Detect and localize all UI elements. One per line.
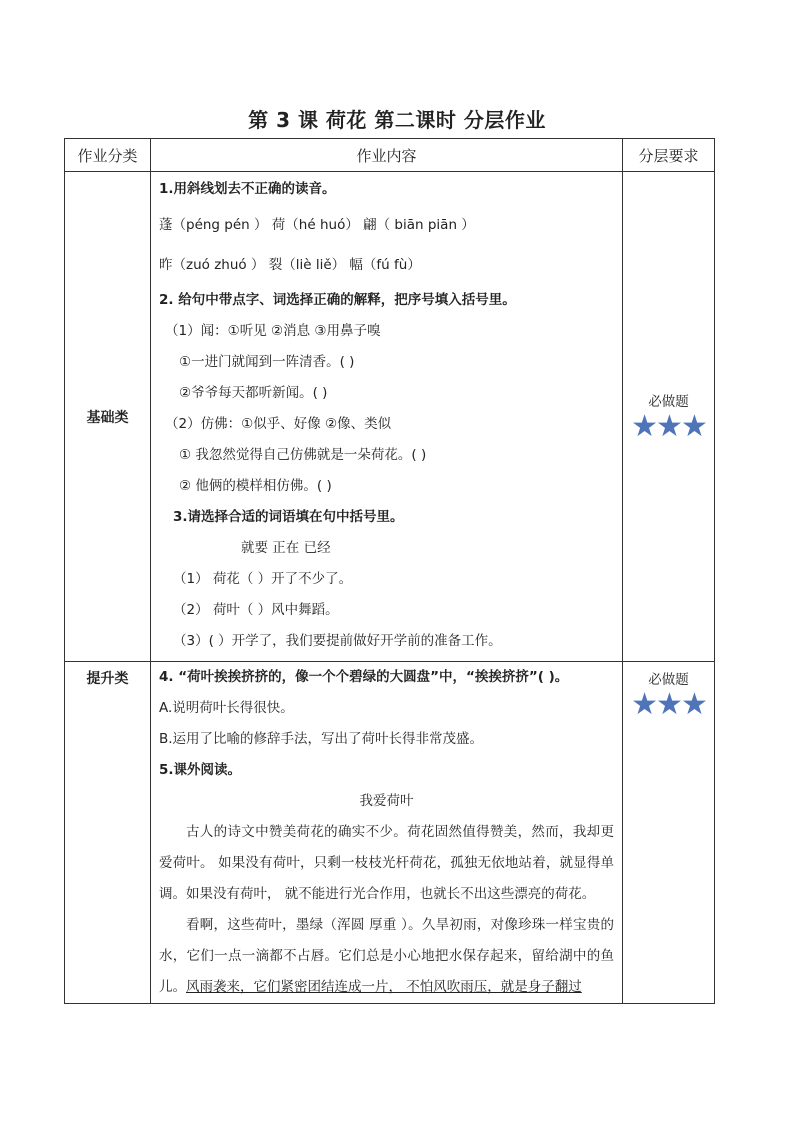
q2-title: 2. 给句中带点字、词选择正确的解释，把序号填入括号里。 <box>159 292 516 308</box>
q3-words: 就要 正在 已经 <box>241 540 331 556</box>
q2-sub2a: ① 我忽然觉得自己仿佛就是一朵荷花。( ) <box>179 447 427 463</box>
header-category: 作业分类 <box>65 139 151 172</box>
advanced-requirement-label: 必做题 <box>648 672 689 688</box>
basic-category: 基础类 <box>65 172 151 662</box>
header-content: 作业内容 <box>151 139 623 172</box>
q2-sub2: （2）仿佛：①似乎、好像 ②像、类似 <box>165 416 392 432</box>
advanced-category: 提升类 <box>65 662 151 1004</box>
page-title: 第 3 课 荷花 第二课时 分层作业 <box>248 108 546 132</box>
q2-sub1a: ①一进门就闻到一阵清香。( ) <box>179 354 355 370</box>
q2-sub2b: ② 他俩的模样相仿佛。( ) <box>179 478 332 494</box>
q3-s2: （2） 荷叶（ ）风中舞蹈。 <box>173 602 339 618</box>
q1-title: 1.用斜线划去不正确的读音。 <box>159 181 336 197</box>
q3-title: 3.请选择合适的词语填在句中括号里。 <box>173 509 404 525</box>
advanced-content <box>151 662 623 1004</box>
q2-sub1b: ②爷爷每天都听新闻。( ) <box>179 385 328 401</box>
article-paragraph-2 <box>159 910 614 1003</box>
q5-title: 5.课外阅读。 <box>159 762 242 778</box>
q4-title: 4. “荷叶挨挨挤挤的，像一个个碧绿的大圆盘”中，“挨挨挤挤”( )。 <box>159 669 569 685</box>
q1-row1: 蓬（péng pén ） 荷（hé huó） 翩（ biān piān ） <box>159 217 475 233</box>
article-title: 我爱荷叶 <box>359 793 414 809</box>
q4-option-a: A.说明荷叶长得很快。 <box>159 700 294 716</box>
advanced-requirement <box>623 662 715 1004</box>
basic-content <box>151 172 623 662</box>
star-rating-icon: ★★★ <box>631 408 706 444</box>
q2-sub1: （1）闻：①听见 ②消息 ③用鼻子嗅 <box>165 323 381 339</box>
q3-s3: （3）( ）开学了，我们要提前做好开学前的准备工作。 <box>173 633 502 649</box>
homework-table <box>64 138 715 1004</box>
advanced-row <box>65 662 715 1004</box>
q3-s1: （1） 荷花（ ）开了不少了。 <box>173 571 353 587</box>
header-requirement: 分层要求 <box>623 139 715 172</box>
article-paragraph-2-text: 看啊，这些荷叶，墨绿（浑圆 厚重 ）。久旱初雨，对像珍珠一样宝贵的水，它们一点一滴都不占唇。它们总是小心地把水保存起来，留给湖中的鱼儿。 <box>159 917 614 995</box>
article-paragraph-1: 古人的诗文中赞美荷花的确实不少。荷花固然值得赞美，然而，我却更爱荷叶。 如果没有荷叶，只剩一枝枝光杆荷花，孤独无依地站着，就显得单调。如果没有荷叶， 就不能进行光合作用，也就长不出这些漂亮的荷花。 <box>159 824 614 902</box>
q4-option-b: B.运用了比喻的修辞手法，写出了荷叶长得非常茂盛。 <box>159 731 484 747</box>
basic-row <box>65 172 715 662</box>
table-header-row <box>65 139 715 172</box>
star-rating-icon: ★★★ <box>631 687 706 722</box>
q1-row2: 昨（zuó zhuó ） 裂（liè liě） 幅（fú fù） <box>159 257 421 273</box>
article-underlined-sentence: 风雨袭来，它们紧密团结连成一片， 不怕风吹雨压，就是身子翻过 <box>186 979 582 995</box>
basic-requirement <box>623 172 715 662</box>
basic-requirement-label: 必做题 <box>648 393 689 410</box>
